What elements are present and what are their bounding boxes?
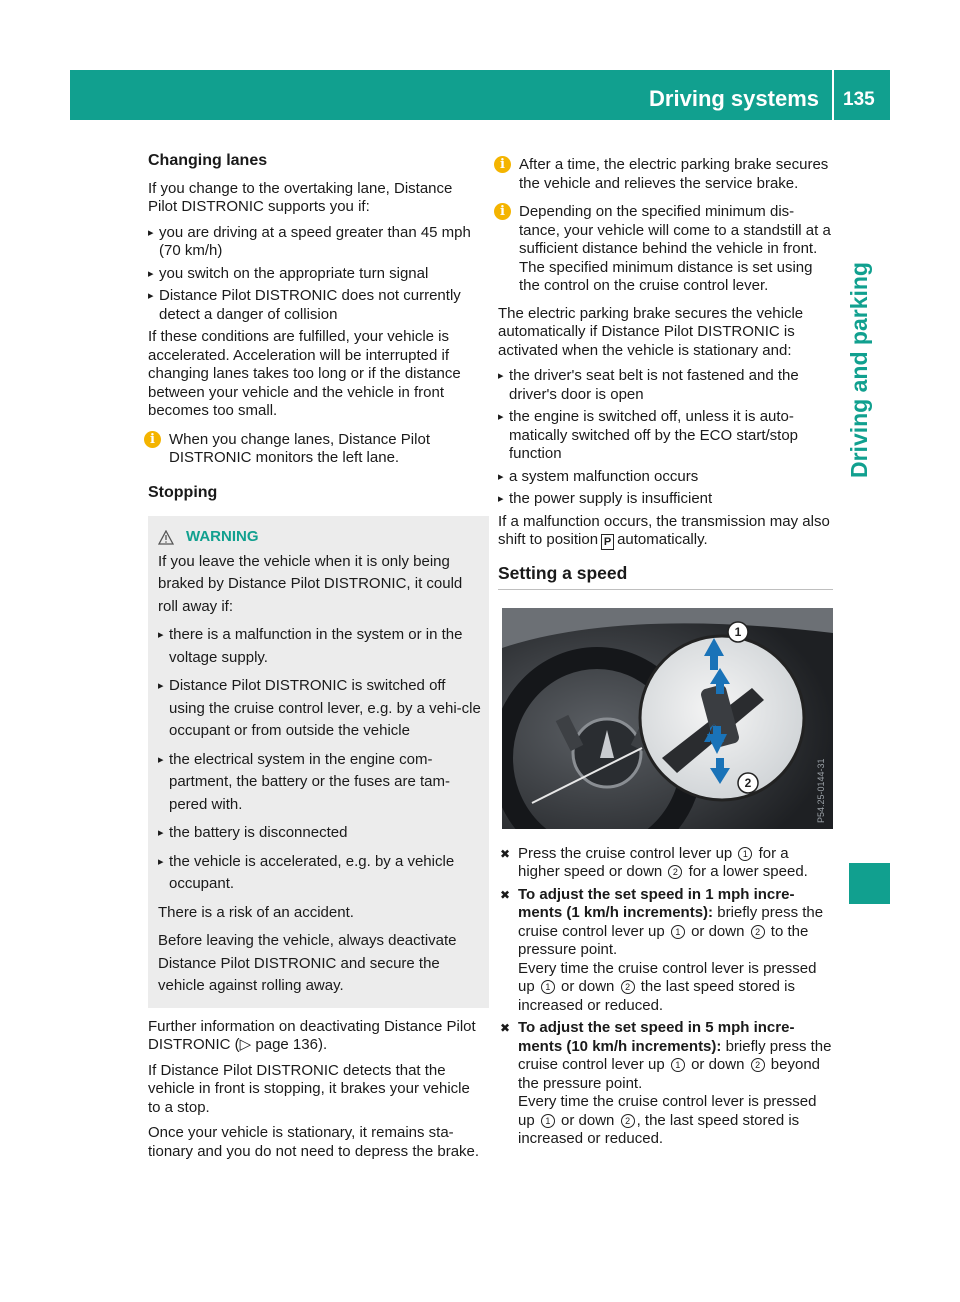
callout-ref-1: 1 <box>671 1058 685 1072</box>
list-item: ▸ you are driving at a speed greater than 45 mph (70 km/h) <box>148 224 483 261</box>
paragraph: If Distance Pilot DISTRONIC detects that the vehicle in front is stopping, it brakes your vehicle to a stop. <box>148 1061 470 1116</box>
info-text: After a time, the electric parking brake secures the vehicle and relieves the service brake. <box>519 156 829 192</box>
figure-code: P54.25-0144-31 <box>816 757 826 823</box>
text: the last speed stored is increased or reduced. <box>518 978 796 1014</box>
info-text: Depending on the specified minimum dis-tance, your vehicle will come to a standstill at a sufficient distance behind the vehicle in front. The specified minimum distance is set using the control on the cruise control lever. <box>519 203 831 294</box>
info-icon: i <box>494 156 511 173</box>
text: or down <box>561 978 615 995</box>
callout-ref-1: 1 <box>671 925 685 939</box>
text: Further information on deactivating Distance Pilot DISTRONIC ( <box>148 1017 476 1053</box>
section-heading-stopping: Stopping <box>148 483 218 501</box>
callout-1: 1 <box>734 624 742 639</box>
left-column <box>148 150 483 1168</box>
side-tab-label: Driving and parking <box>846 262 872 478</box>
figure-illustration <box>502 608 833 829</box>
paragraph <box>148 1018 483 1055</box>
list-item: ▸ there is a malfunction in the system or in the voltage supply. <box>158 624 483 669</box>
callout-ref-2: 2 <box>621 1114 635 1128</box>
callout-ref-1: 1 <box>738 847 752 861</box>
callout-ref-2: 2 <box>751 925 765 939</box>
callout-2: 2 <box>744 775 752 790</box>
info-note <box>494 156 833 193</box>
instruction-steps <box>498 845 833 1149</box>
text: for a higher speed or down <box>518 844 789 880</box>
info-icon: i <box>494 203 511 220</box>
warning-intro: If you leave the vehicle when it is only being braked by Distance Pilot DISTRONIC, it could roll away if: <box>158 552 463 615</box>
list-item: ▸ a system malfunction occurs <box>498 468 833 487</box>
text: briefly press the cruise control lever up <box>518 904 824 940</box>
step-item <box>498 886 833 1016</box>
paragraph: Once your vehicle is stationary, it remains sta-tionary and you do not need to depress the brake. <box>148 1124 480 1160</box>
page-ref-arrow-icon: ▷ <box>239 1036 252 1053</box>
list-item: ▸ the battery is disconnected <box>158 822 483 845</box>
page-number: 135 <box>843 89 875 110</box>
step-title: To adjust the set speed in 5 mph incre-ments (10 km/h increments): <box>518 1019 795 1055</box>
text: Every time the cruise control lever is pressed up <box>518 959 817 995</box>
text: If a malfunction occurs, the transmission may also shift to position <box>498 512 830 548</box>
section-heading-setting-speed: Setting a speed <box>498 564 833 590</box>
list-item: ▸ the vehicle is accelerated, e.g. by a vehicle occupant. <box>158 851 483 896</box>
text: Every time the cruise control lever is pressed up <box>518 1093 817 1129</box>
step-title: To adjust the set speed in 1 mph incre-ments (1 km/h increments): <box>518 885 795 921</box>
list-item: ▸ Distance Pilot DISTRONIC is switched off using the cruise control lever, e.g. by a vehi-cle occupant or from outside the vehicle <box>158 675 483 743</box>
park-position-icon: P <box>601 534 614 550</box>
warning-title: WARNING <box>186 528 259 545</box>
page-reference-link[interactable]: page 136 <box>255 1036 318 1053</box>
side-tab-marker <box>849 863 890 904</box>
step-item <box>498 1019 833 1149</box>
callout-ref-2: 2 <box>621 980 635 994</box>
page-title: Driving systems <box>649 86 819 111</box>
bullet-list <box>498 367 833 509</box>
list-item: ▸ the electrical system in the engine com-partment, the battery or the fuses are tam-pered with. <box>158 749 483 817</box>
warning-risk: There is a risk of an accident. <box>158 903 354 921</box>
callout-ref-2: 2 <box>668 865 682 879</box>
paragraph: If these conditions are fulfilled, your vehicle is accelerated. Acceleration will be interrupted if changing lanes takes too long or if the distance between your vehicle and the vehicle in front becomes too small. <box>148 328 461 419</box>
text: , the last speed stored is increased or reduced. <box>518 1111 800 1147</box>
info-icon: i <box>144 431 161 448</box>
right-column <box>498 150 833 1153</box>
info-note <box>494 203 833 296</box>
list-item: ▸ the power supply is insufficient <box>498 490 833 509</box>
list-item: ▸ the driver's seat belt is not fastened and the driver's door is open <box>498 367 833 404</box>
cruise-control-lever-figure <box>502 608 833 829</box>
text: to the pressure point. <box>518 922 809 958</box>
callout-ref-1: 1 <box>541 1114 555 1128</box>
warning-box <box>148 516 489 1008</box>
list-item: ▸ you switch on the appropriate turn signal <box>148 265 483 284</box>
header-divider <box>832 70 834 120</box>
text: for a lower speed. <box>688 863 808 880</box>
warning-advice: Before leaving the vehicle, always deactivate Distance Pilot DISTRONIC and secure the vehicle against rolling away. <box>158 932 457 994</box>
warning-bullets <box>158 624 483 896</box>
paragraph: The electric parking brake secures the vehicle automatically if Distance Pilot DISTRONIC is activated when the vehicle is stationary and: <box>498 304 804 359</box>
list-item: ▸ Distance Pilot DISTRONIC does not currently detect a danger of collision <box>148 287 483 324</box>
callout-ref-1: 1 <box>541 980 555 994</box>
text: or down <box>691 922 745 940</box>
text: Press the cruise control lever up <box>518 844 733 862</box>
paragraph: If you change to the overtaking lane, Distance Pilot DISTRONIC supports you if: <box>148 179 453 215</box>
info-text: When you change lanes, Distance Pilot DISTRONIC monitors the left lane. <box>169 430 430 466</box>
callout-ref-2: 2 <box>751 1058 765 1072</box>
warning-header <box>158 526 483 549</box>
info-note <box>144 431 483 468</box>
step-item <box>498 845 833 882</box>
section-heading-changing-lanes: Changing lanes <box>148 152 268 169</box>
text: or down <box>561 1111 615 1129</box>
text: or down <box>691 1056 745 1073</box>
text: briefly press the cruise control lever up <box>518 1037 832 1073</box>
text: beyond the pressure point. <box>518 1056 821 1092</box>
bullet-list <box>148 224 483 325</box>
list-item: ▸ the engine is switched off, unless it is auto-matically switched off by the ECO start/stop function <box>498 408 833 464</box>
text: automatically. <box>617 531 708 548</box>
text: ). <box>317 1036 328 1053</box>
warning-triangle-icon <box>158 530 174 545</box>
paragraph <box>498 513 833 551</box>
